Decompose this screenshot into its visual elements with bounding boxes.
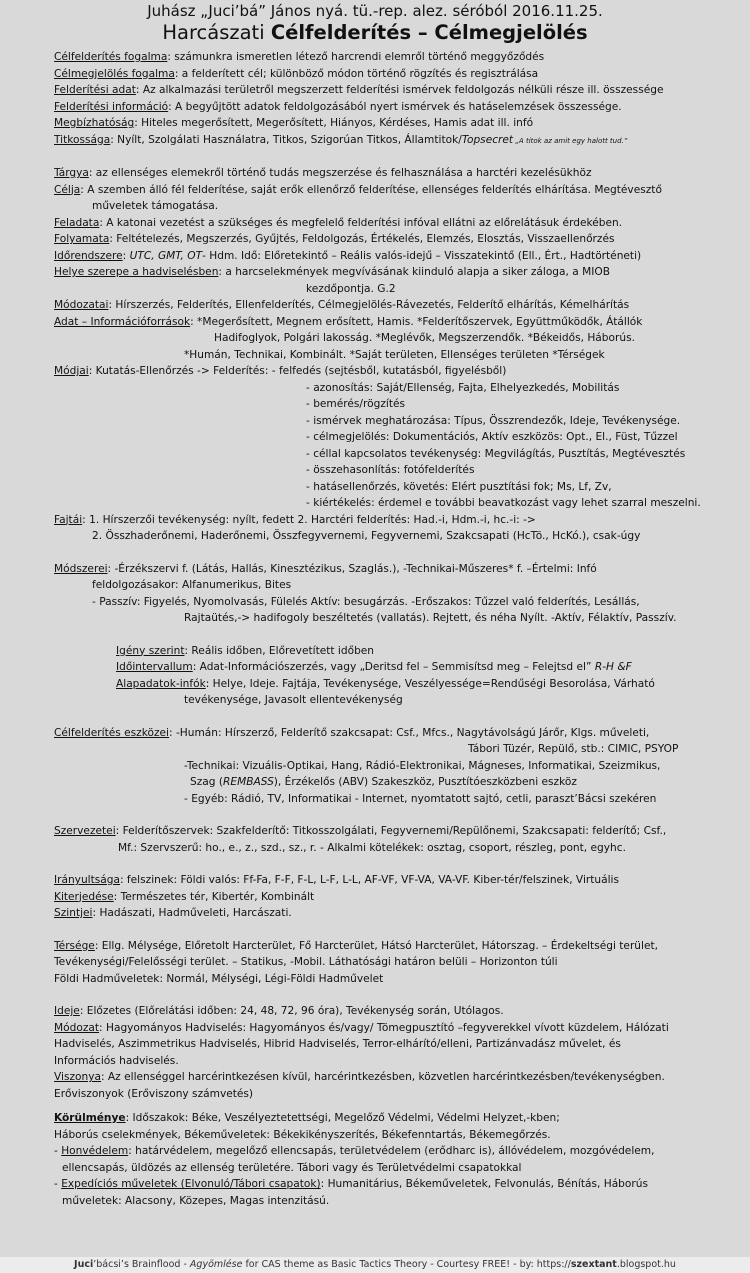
- line-cont: Földi Hadműveletek: Normál, Mélységi, Légi-Földi Hadművelet: [54, 972, 384, 985]
- definition: : *Megerősített, Megnem erősített, Hamis. *Felderítőszervek, Együttműködők, Átállók: [190, 315, 643, 328]
- definition: : a harcselekmények megvívásának kiinduló alapja a siker záloga, a MIOB: [218, 266, 610, 278]
- term: Módjai: [54, 365, 89, 377]
- line: [54, 938, 744, 955]
- line-cont: Hadifoglyok, Polgári lakosság. *Meglévők, Megszerzendők. *Békeidős, Háborús.: [214, 332, 635, 344]
- list-item: - célmegjelölés: Dokumentációs, Aktív eszközös: Opt., El., Füst, Tűzzel: [306, 431, 678, 443]
- footer-name: Juci: [74, 1259, 94, 1270]
- definition: : 1. Hírszerzői tevékenység: nyílt, fedett 2. Harctéri felderítés: Had.-i, Hdm.-i, hc.-i: ->: [82, 513, 536, 526]
- line-cont: [54, 774, 744, 791]
- term: Ideje: [54, 1005, 80, 1017]
- list-item: - ismérvek meghatározása: Típus, Összrendezők, Ideje, Tevékenysége.: [306, 414, 681, 427]
- line: [54, 132, 744, 150]
- definition: : Az ellenséggel harcérintkezésen kívül, harcérintkezésben, közvetlen harcérintkezésben/tevékenységben.: [101, 1071, 665, 1083]
- list-item: - összehasonlítás: fotófelderítés: [306, 464, 475, 476]
- term: Helye szerepe a hadviselésben: [54, 266, 219, 278]
- line-cont: - Passzív: Figyelés, Nyomolvasás, Fülelés Aktív: besugárzás. -Erőszakos: Tűzzel való felderítés, Lesállás,: [92, 595, 640, 608]
- footer-link-bold[interactable]: szextant: [570, 1259, 617, 1270]
- definition-italic: R-H &F: [594, 661, 632, 673]
- definition: : Humanitárius, Békeműveletek, Felvonulás, Bénítás, Háborús: [320, 1178, 648, 1190]
- line: [54, 231, 744, 248]
- definition: : -Humán: Hírszerző, Felderítő szakcsapat: Csf., Mfcs., Nagytávolságú Járőr, Klgs. műveleti,: [169, 726, 650, 739]
- line: [54, 264, 744, 281]
- line: [54, 1110, 744, 1127]
- line-cont: tevékenysége, Javasolt ellentevékenység: [184, 694, 403, 706]
- title-bold: Célfelderítés – Célmegjelölés: [270, 21, 588, 44]
- line: [54, 561, 744, 578]
- definition: : A katonai vezetést a szükséges és megfelelő felderítési infóval ellátni az előrelátásuk érdekében.: [99, 216, 623, 229]
- line-text: ), Érzékelős (ABV) Szakeszköz, Pusztítóeszközbeni eszköz: [273, 776, 577, 788]
- line: [54, 889, 744, 906]
- term: Módozatai: [54, 299, 109, 311]
- term: Tárgya: [54, 167, 89, 179]
- term: Térsége: [54, 939, 95, 952]
- definition: : Az alkalmazási területről megszerzett felderítési ismérvek feldolgozás nélküli része ill. összessége: [135, 84, 664, 96]
- definition: : Hiteles megerősített, Megerősített, Hiányos, Kérdéses, Hamis adat ill. infó: [134, 117, 534, 129]
- definition: : Adat-Információszerzés, vagy „Deritsd fel – Semmisítsd meg – Felejtsd el”: [192, 661, 595, 673]
- list-item: - céllal kapcsolatos tevékenység: Megvilágítás, Pusztítás, Megtévesztés: [306, 447, 686, 460]
- definition: : Felderítőszervek: Szakfelderítő: Titkosszolgálati, Fegyvernemi/Repülőnemi, Szakcsapati: felderítő; Csf.,: [115, 825, 667, 837]
- definition: : Reális időben, Előrevetített időben: [184, 644, 375, 657]
- page-title: [0, 21, 750, 45]
- term: Szintjei: [54, 907, 93, 919]
- line: [54, 182, 744, 199]
- term: Célja: [54, 183, 81, 196]
- line-cont: [54, 791, 744, 808]
- definition-italic: Topsecret: [461, 133, 514, 146]
- term: Fajtái: [54, 513, 83, 526]
- line: [54, 725, 744, 742]
- line: [54, 297, 744, 314]
- line: [54, 115, 744, 132]
- definition: : Természetes tér, Kibertér, Kombinált: [113, 890, 315, 903]
- list-item: - bemérés/rögzítés: [306, 398, 406, 410]
- term: Feladata: [54, 216, 100, 229]
- line-text: Szag (: [190, 776, 224, 788]
- term: Honvédelem: [61, 1145, 129, 1157]
- line-cont: Hadviselés, Aszimmetrikus Hadviselés, Hibrid Hadviselés, Terror-elhárító/elleni, Partizánvadász művelet, és: [54, 1038, 621, 1050]
- line-cont: Erőviszonyok (Erőviszony számvetés): [54, 1087, 254, 1100]
- line: [54, 215, 744, 232]
- footer-text: for CAS theme as Basic Tactics Theory - Courtesy FREE! - by: https://: [242, 1259, 571, 1270]
- line-cont: ellencsapás, üldözés az ellenség területére. Tábori vagy és Területvédelmi csapatokkal: [62, 1161, 522, 1174]
- line-italic: REMBASS: [223, 776, 274, 788]
- term: Expedíciós műveletek (Elvonuló/Tábori csapatok): [61, 1178, 321, 1190]
- term: Folyamata: [54, 233, 110, 245]
- term: Időintervallum: [116, 661, 193, 673]
- term: Megbízhatóság: [54, 117, 135, 129]
- term: Kiterjedése: [54, 890, 114, 903]
- definition: - Hdm. Idő: Előretekintő – Reális valós-idejű – Visszatekintő (Ell., Ért., Hadtörténeti): [202, 249, 642, 262]
- list-item: - hatásellenőrzés, követés: Elért pusztítási fok; Ms, Lf, Zv,: [306, 480, 612, 493]
- line: [54, 1143, 744, 1160]
- definition: : Hírszerzés, Felderítés, Ellenfelderítés, Célmegjelölés-Rávezetés, Felderítő elhárítás, Kémelhárítás: [108, 299, 630, 311]
- line-cont: Háborús cselekmények, Békeműveletek: Békekikényszerítés, Békefenntartás, Békemegőrzés.: [54, 1128, 551, 1141]
- line-cont: *Humán, Technikai, Kombinált. *Saját területen, Ellenséges területen *Térségek: [184, 348, 605, 361]
- line-cont: kezdőpontja. G.2: [306, 282, 396, 295]
- term: Felderítési adat: [54, 84, 136, 96]
- definition: : számunkra ismeretlen létező harcrendi elemről történő meggyőződés: [167, 51, 545, 63]
- line: [54, 165, 744, 182]
- term: Célmegjelölés fogalma: [54, 67, 175, 80]
- line: [54, 1176, 744, 1193]
- definition: :: [122, 249, 130, 262]
- definition: : A szemben álló fél felderítése, saját erők ellenőrző felderítése, ellenséges felderítés elhárítása. Megtévesztő: [80, 183, 662, 196]
- term: Titkossága: [54, 133, 111, 146]
- definition: : felszinek: Földi valós: Ff-Fa, F-F, F-L, L-F, L-L, AF-VF, VF-VA, VA-VF. Kiber-tér/felszinek, Virtuális: [120, 874, 620, 886]
- term: Módozat: [54, 1021, 100, 1034]
- definition: : az ellenséges elemekről történő tudás megszerzése és felhasználása a harctéri kezelésükhöz: [88, 167, 592, 179]
- line-cont: [54, 758, 744, 775]
- note: „A titok az amit egy halott tud.”: [513, 136, 628, 145]
- line-cont: Információs hadviselés.: [54, 1054, 179, 1067]
- line: [54, 1069, 744, 1086]
- term: Adat – Információforrások: [54, 315, 191, 328]
- line: [54, 99, 744, 116]
- definition: : Előzetes (Előrelátási időben: 24, 48, 72, 96 óra), Tevékenység során, Utólagos.: [79, 1005, 504, 1017]
- term: Célfelderítés fogalma: [54, 51, 168, 63]
- definition: : A begyűjtött adatok feldolgozásából nyert ismérvek és hatáselemzések összessége.: [168, 100, 622, 113]
- line: [54, 1020, 744, 1037]
- definition: : Ellg. Mélysége, Előretolt Harcterület, Fő Harcterület, Hátsó Harcterület, Hátorszag. – Érdekeltségi terület,: [94, 939, 658, 952]
- bullet: -: [54, 1145, 62, 1157]
- line-cont: feldolgozásakor: Alfanumerikus, Bites: [92, 579, 292, 591]
- line: [54, 82, 744, 99]
- footer-link-end[interactable]: .blogspot.hu: [616, 1259, 676, 1270]
- term: Alapadatok-infók: [116, 677, 206, 690]
- term: Szervezetei: [54, 825, 116, 837]
- line: [54, 872, 744, 889]
- line-text: -Technikai: Vizuális-Optikai, Hang, Rádió-Elektronikai, Mágneses, Informatikai, Szeizmikus,: [184, 759, 661, 772]
- line-text: - Egyéb: Rádió, TV, Informatikai - Internet, nyomtatott sajtó, cetli, paraszt’Bácsi szekéren: [184, 792, 657, 805]
- definition: : Feltételezés, Megszerzés, Gyűjtés, Feldolgozás, Értékelés, Elemzés, Elosztás, Visszaellenőrzés: [109, 233, 615, 245]
- definition: : Időszakok: Béke, Veszélyeztetettségi, Megelőző Védelmi, Védelmi Helyzet,-kben;: [125, 1112, 560, 1124]
- footer-credit: [0, 1257, 750, 1273]
- term: Időrendszere: [54, 249, 123, 262]
- term: Módszerei: [54, 562, 108, 575]
- line: [54, 823, 744, 840]
- line: [54, 643, 744, 660]
- bullet: -: [54, 1178, 62, 1190]
- footer-italic: Agyömlése: [189, 1259, 243, 1270]
- definition-italic: UTC, GMT, OT: [129, 249, 203, 262]
- term: Célfelderítés eszközei: [54, 726, 170, 739]
- definition: : Nyílt, Szolgálati Használatra, Titkos, Szigorúan Titkos, Államtitok/: [110, 133, 462, 146]
- line: [54, 905, 744, 922]
- definition: : Kutatás-Ellenőrzés -> Felderítés: - felfedés (sejtésből, kutatásból, figyelésből): [88, 365, 507, 377]
- definition: : Hadászati, Hadműveleti, Harcászati.: [92, 907, 292, 919]
- line: [54, 49, 744, 66]
- term: Irányultsága: [54, 874, 120, 886]
- line-cont: Tevékenységi/Felelősségi terület. – Statikus, -Mobil. Láthatósági határon belüli – Horizonton túli: [54, 956, 558, 968]
- term: Felderítési információ: [54, 100, 169, 113]
- line-cont: Tábori Tüzér, Repülő, stb.: CIMIC, PSYOP: [468, 743, 679, 755]
- term: Igény szerint: [116, 644, 185, 657]
- definition: : Helye, Ideje. Fajtája, Tevékenysége, Veszélyessége=Rendűségi Besorolása, Várható: [205, 677, 655, 690]
- source-header: Juhász „Juci’bá” János nyá. tü.-rep. alez. séróból 2016.11.25.: [147, 2, 603, 20]
- line-cont: 2. Összhaderőnemi, Haderőnemi, Összfegyvernemi, Fegyvernemi, Szakcsapati (HcTö., HcKó.), csak-úgy: [92, 530, 641, 542]
- line: [54, 512, 744, 529]
- list-item: - azonosítás: Saját/Ellenség, Fajta, Elhelyezkedés, Mobilitás: [306, 381, 620, 394]
- line: [54, 66, 744, 83]
- term: Viszonya: [54, 1071, 101, 1083]
- line-cont: műveletek támogatása.: [92, 200, 219, 212]
- list-item: - kiértékelés: érdemel e további beavatkozást vagy lehet szarral meszelni.: [306, 497, 701, 509]
- line-cont: Rajtaütés,-> hadifogoly beszéltetés (vallatás). Rejtett, és néha Nyílt. -Aktív, Félaktív, Passzív.: [184, 612, 677, 624]
- definition: : Hagyományos Hadviselés: Hagyományos és/vagy/ Tömegpusztító –fegyverekkel vívott küzdelem, Hálózati: [99, 1021, 669, 1034]
- line: [54, 1003, 744, 1020]
- line-cont: Mf.: Szervszerű: ho., e., z., szd., sz., r. - Alkalmi kötelékek: osztag, csoport, részleg, pont, egyhc.: [118, 841, 626, 854]
- line: [54, 363, 744, 380]
- definition: : a felderített cél; különböző módon történő rögzítés és regisztrálása: [174, 67, 539, 80]
- line: [54, 676, 744, 693]
- title-prefix: Harcászati: [162, 21, 271, 44]
- definition: : -Érzékszervi f. (Látás, Hallás, Kinesztézikus, Szaglás.), -Technikai-Műszeres* f. –Értelmi: Infó: [107, 562, 597, 575]
- footer-text: ’bácsi’s Brainflood -: [93, 1259, 190, 1270]
- line: [54, 659, 744, 676]
- term: Körülménye: [54, 1112, 126, 1124]
- line: [54, 314, 744, 331]
- definition: : határvédelem, megelőző ellencsapás, területvédelem (erődharc is), állóvédelem, mozgóvédelem,: [128, 1145, 655, 1157]
- line: [54, 248, 744, 265]
- line-cont: műveletek: Alacsony, Közepes, Magas intenzitású.: [62, 1194, 330, 1207]
- document-body: [0, 49, 750, 1209]
